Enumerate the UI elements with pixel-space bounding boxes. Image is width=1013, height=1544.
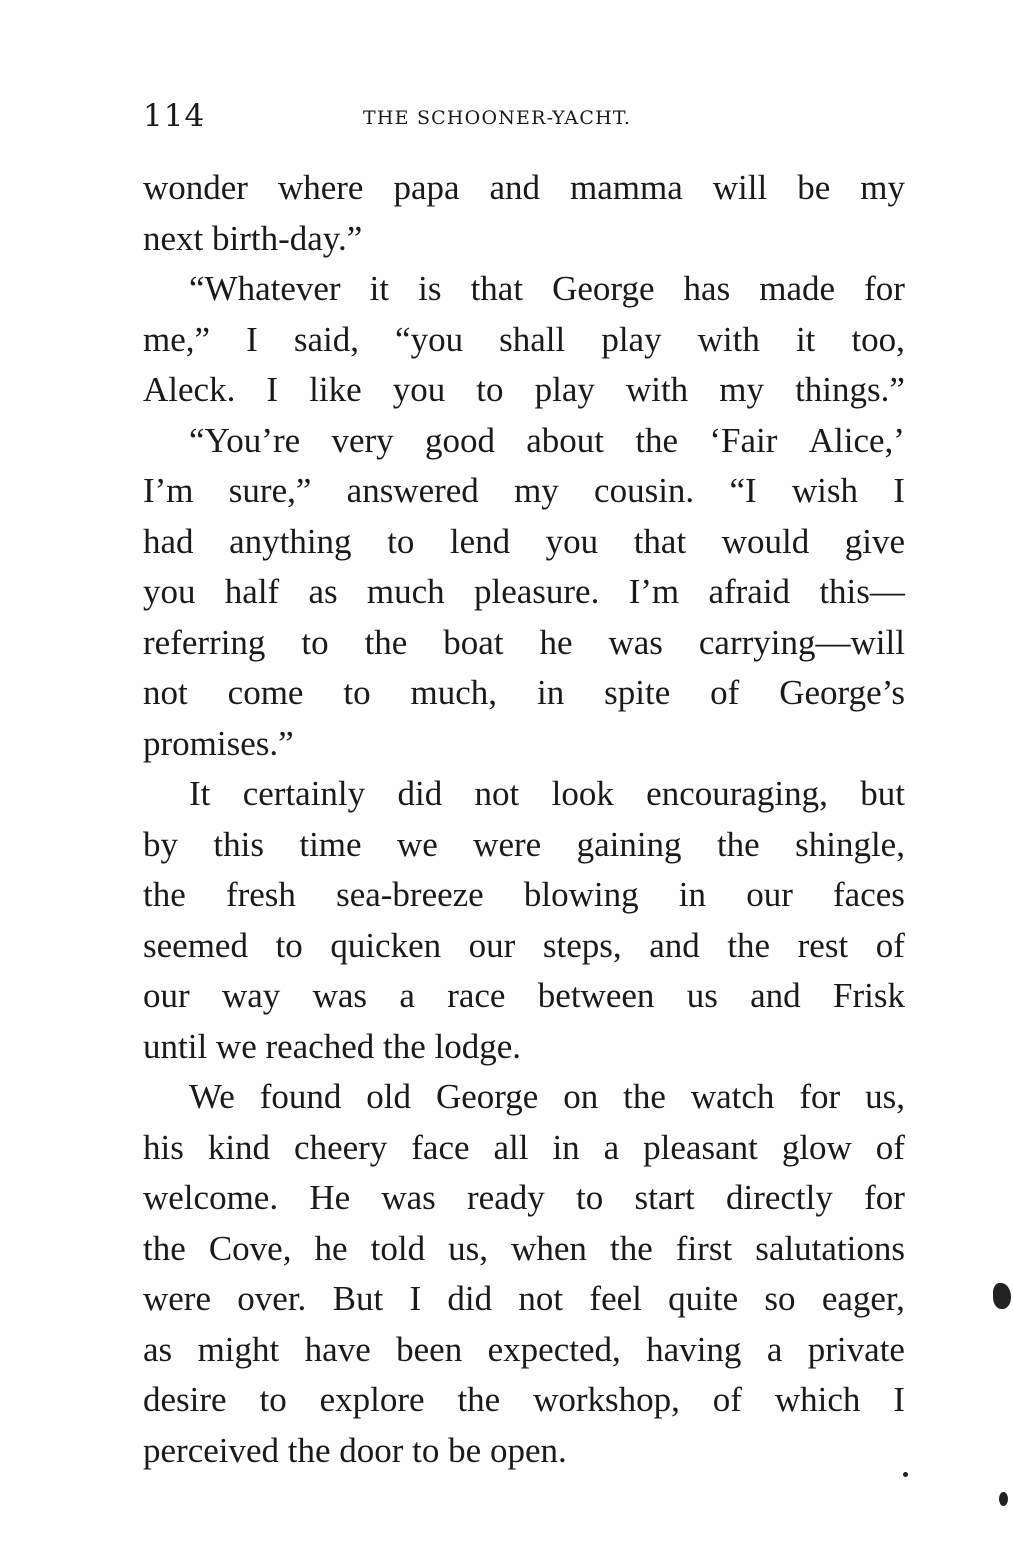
word: us,: [448, 1228, 489, 1268]
word: told: [370, 1228, 426, 1268]
word: been: [396, 1329, 463, 1369]
word: to: [301, 622, 329, 662]
word: quite: [668, 1279, 739, 1318]
word: explore: [319, 1380, 425, 1419]
word: We: [189, 1077, 235, 1116]
word: and: [489, 168, 541, 207]
word: is: [418, 269, 442, 308]
word: But: [332, 1279, 384, 1318]
word: you: [392, 370, 446, 409]
text-line: [143, 870, 905, 921]
word: as: [143, 1329, 173, 1369]
word: I’m: [628, 572, 680, 611]
word: a: [399, 976, 415, 1015]
word: said,: [293, 319, 359, 359]
word: about: [526, 420, 605, 460]
word: his: [143, 1127, 184, 1167]
word: workshop,: [533, 1380, 680, 1419]
word: of: [875, 1127, 905, 1167]
word: was: [608, 622, 663, 662]
word: time: [299, 824, 362, 864]
word: the: [143, 1228, 186, 1268]
text-line: [143, 1325, 905, 1376]
word: I: [266, 370, 279, 409]
word: sea-breeze: [336, 875, 484, 914]
word: give: [844, 521, 905, 561]
word: “you: [395, 319, 464, 359]
word: salutations: [755, 1228, 905, 1268]
word: where: [277, 168, 364, 207]
word: I’m: [143, 471, 194, 510]
word: the: [609, 1228, 653, 1268]
word: to: [576, 1178, 604, 1217]
text-line: [143, 214, 905, 265]
word: It: [189, 774, 211, 813]
word: this—: [819, 572, 905, 611]
word: the: [635, 420, 679, 460]
ink-speck: [993, 1283, 1011, 1309]
word: play: [534, 370, 595, 409]
text-line: [143, 567, 905, 618]
word: cousin.: [594, 471, 695, 510]
word: between: [537, 976, 655, 1015]
word: as: [308, 572, 338, 611]
word: this: [213, 824, 264, 864]
word: the: [364, 622, 408, 662]
word: might: [197, 1329, 280, 1369]
word: promises.”: [143, 723, 294, 763]
word: will: [712, 168, 768, 207]
word: sure,”: [228, 471, 312, 510]
word: good: [424, 420, 495, 460]
word: expected,: [487, 1329, 621, 1369]
word: be: [797, 168, 831, 207]
word: seemed: [143, 925, 248, 965]
text-line: [143, 365, 905, 416]
word: look: [551, 774, 614, 813]
word: things.”: [795, 370, 905, 409]
word: until we reached the lodge.: [143, 1026, 522, 1066]
word: and: [750, 976, 801, 1015]
word: carrying—will: [698, 622, 905, 662]
text-line: [143, 1173, 905, 1224]
text-line: [143, 1224, 905, 1275]
word: welcome.: [143, 1178, 279, 1217]
word: having: [646, 1329, 742, 1369]
text-line: [143, 517, 905, 568]
word: wish: [791, 471, 859, 510]
word: by: [143, 824, 178, 864]
word: lend: [449, 521, 511, 561]
word: not: [143, 673, 188, 712]
text-line: [143, 1274, 905, 1325]
word: did: [397, 774, 443, 813]
word: it: [795, 319, 816, 359]
word: my: [514, 471, 559, 510]
word: have: [304, 1329, 371, 1369]
word: cheery: [294, 1127, 388, 1167]
word: directly: [725, 1178, 833, 1217]
word: boat: [443, 622, 504, 662]
word: had: [143, 521, 194, 561]
word: to: [387, 521, 415, 561]
word: to: [259, 1380, 287, 1419]
ink-speck: [903, 1472, 908, 1477]
word: I: [409, 1279, 422, 1318]
word: Cove,: [208, 1228, 292, 1268]
word: papa: [393, 168, 460, 207]
word: Aleck.: [143, 370, 236, 409]
word: old: [366, 1077, 412, 1116]
word: found: [259, 1077, 342, 1116]
word: not: [518, 1279, 564, 1318]
word: did: [447, 1279, 493, 1318]
word: glow: [781, 1127, 852, 1167]
word: like: [309, 370, 362, 409]
word: of: [710, 673, 740, 712]
word: gaining: [576, 824, 682, 864]
page-number: 114: [143, 98, 206, 134]
text-line: [143, 820, 905, 871]
word: play: [601, 319, 662, 359]
text-line: [143, 163, 905, 214]
word: blowing: [523, 875, 639, 914]
word: Alice,’: [808, 420, 905, 460]
text-line: [143, 769, 905, 820]
word: in: [536, 673, 565, 712]
ink-speck: [999, 1492, 1008, 1506]
word: to: [275, 925, 303, 965]
word: our: [746, 875, 793, 914]
text-line: [143, 921, 905, 972]
word: of: [712, 1380, 742, 1419]
word: steps,: [542, 925, 622, 965]
word: has: [683, 269, 731, 308]
word: way: [221, 976, 281, 1015]
word: was: [312, 976, 368, 1015]
word: feel: [589, 1279, 642, 1318]
word: over.: [237, 1279, 307, 1318]
word: not: [474, 774, 520, 813]
word: for: [864, 269, 905, 308]
text-line: [143, 618, 905, 669]
word: race: [447, 976, 506, 1015]
word: next birth-day.”: [143, 218, 363, 258]
page-header: [143, 98, 905, 138]
text-line: [143, 1072, 905, 1123]
word: that: [470, 269, 524, 308]
word: very: [331, 420, 394, 460]
word: when: [511, 1228, 587, 1268]
word: half: [224, 572, 280, 611]
word: the: [143, 875, 186, 914]
text-line: [143, 1022, 905, 1073]
word: it: [369, 269, 390, 308]
word: I: [893, 1380, 905, 1419]
word: the: [727, 925, 771, 965]
word: desire: [143, 1380, 227, 1419]
word: I: [893, 471, 905, 510]
word: a: [766, 1329, 783, 1369]
text-line: [143, 416, 905, 467]
word: wonder: [143, 168, 248, 207]
word: faces: [833, 875, 905, 914]
word: you: [143, 572, 196, 611]
word: watch: [690, 1077, 775, 1116]
word: with: [697, 319, 760, 359]
word: George: [435, 1077, 539, 1116]
word: Frisk: [833, 976, 905, 1015]
word: but: [860, 774, 905, 813]
word: a: [603, 1127, 620, 1167]
word: mamma: [570, 168, 683, 207]
word: were: [143, 1279, 212, 1318]
word: all: [493, 1127, 529, 1167]
text-line: [143, 1123, 905, 1174]
word: ready: [467, 1178, 545, 1217]
word: my: [719, 370, 764, 409]
word: which: [774, 1380, 861, 1419]
word: anything: [229, 521, 352, 561]
word: too,: [851, 319, 905, 359]
word: spite: [604, 673, 671, 712]
word: you: [545, 521, 599, 561]
word: much: [366, 572, 445, 611]
word: us: [686, 976, 718, 1015]
word: and: [649, 925, 700, 965]
word: our: [143, 976, 190, 1015]
text-line: [143, 264, 905, 315]
word: would: [721, 521, 810, 561]
word: in: [678, 875, 707, 914]
word: with: [625, 370, 689, 409]
word: George’s: [779, 673, 905, 712]
word: that: [633, 521, 687, 561]
word: perceived the door to be open.: [143, 1430, 567, 1470]
word: was: [381, 1178, 436, 1217]
word: for: [799, 1077, 841, 1116]
word: made: [759, 269, 836, 308]
text-line: [143, 668, 905, 719]
word: for: [864, 1178, 905, 1217]
word: the: [623, 1077, 666, 1116]
word: face: [411, 1127, 470, 1167]
word: the: [457, 1380, 501, 1419]
word: shall: [499, 319, 566, 359]
word: I: [246, 319, 258, 359]
word: we: [396, 824, 438, 864]
word: fresh: [225, 875, 296, 914]
word: much,: [410, 673, 498, 712]
running-head: THE SCHOONER-YACHT.: [363, 107, 632, 129]
body-text: [143, 163, 905, 1476]
word: answered: [346, 471, 479, 510]
word: private: [807, 1329, 905, 1369]
word: he: [314, 1228, 348, 1268]
word: he: [539, 622, 573, 662]
word: our: [468, 925, 516, 965]
word: “Whatever: [189, 269, 341, 308]
word: referring: [143, 622, 266, 662]
word: “You’re: [189, 420, 301, 460]
word: ‘Fair: [709, 420, 778, 460]
text-line: [143, 315, 905, 366]
word: rest: [797, 925, 849, 965]
word: my: [860, 168, 905, 207]
word: of: [875, 925, 905, 965]
word: He: [309, 1178, 351, 1217]
word: to: [476, 370, 504, 409]
word: shingle,: [795, 824, 905, 864]
word: encouraging,: [646, 774, 828, 813]
word: in: [552, 1127, 580, 1167]
word: George: [552, 269, 655, 308]
text-line: [143, 466, 905, 517]
word: certainly: [242, 774, 366, 813]
word: so: [764, 1279, 796, 1318]
word: quicken: [330, 925, 442, 965]
text-line: [143, 1426, 905, 1477]
word: “I: [729, 471, 757, 510]
word: afraid: [708, 572, 791, 611]
word: pleasant: [643, 1127, 758, 1167]
word: were: [473, 824, 542, 864]
text-line: [143, 719, 905, 770]
word: the: [716, 824, 760, 864]
word: come: [227, 673, 304, 712]
word: us,: [865, 1077, 905, 1116]
word: pleasure.: [473, 572, 600, 611]
word: me,”: [143, 319, 211, 359]
word: eager,: [821, 1279, 905, 1318]
word: kind: [207, 1127, 271, 1167]
text-line: [143, 971, 905, 1022]
word: start: [634, 1178, 695, 1217]
text-line: [143, 1375, 905, 1426]
word: on: [563, 1077, 599, 1116]
word: first: [675, 1228, 733, 1268]
word: to: [343, 673, 371, 712]
